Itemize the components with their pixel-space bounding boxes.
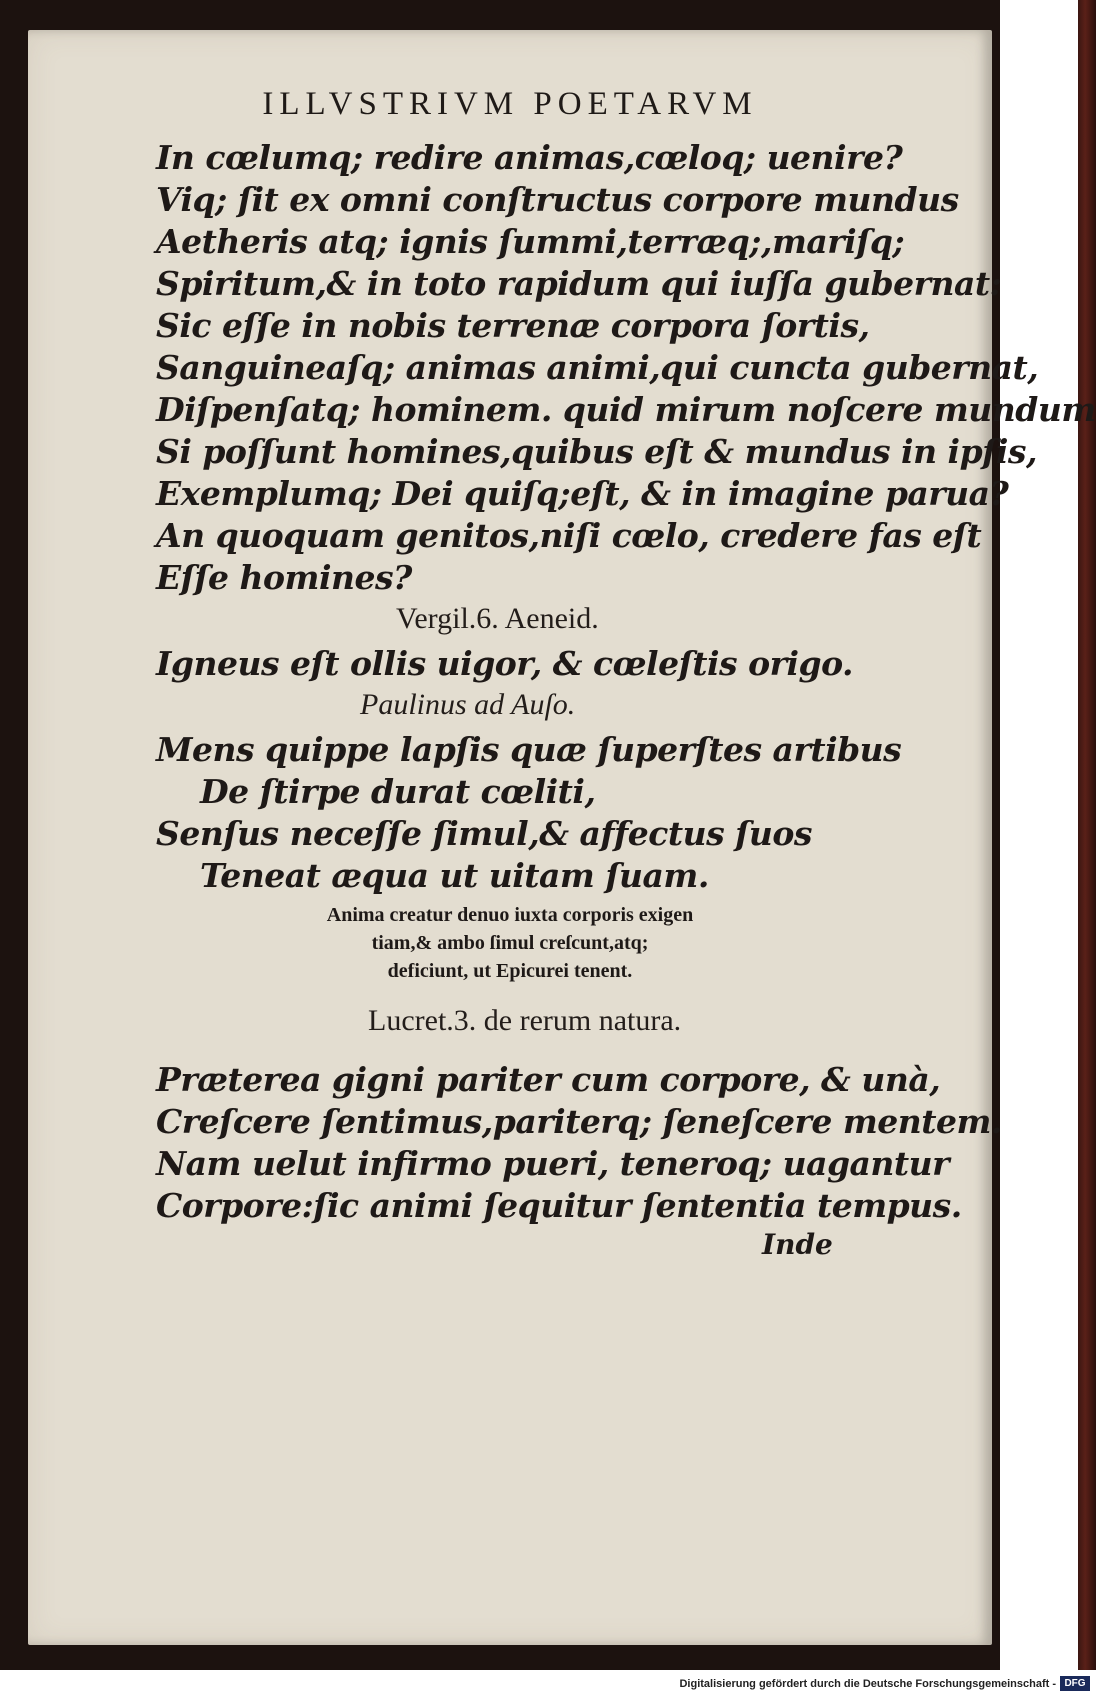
source-heading-lucretius: Lucret.3. de rerum natura.	[368, 1004, 682, 1037]
verse-line: Diſpenſatq; hominem. quid mirum noſcere mundum	[156, 390, 1096, 429]
dfg-logo: DFG	[1060, 1676, 1090, 1691]
marginal-note: Anima creatur denuo iuxta corporis exigen	[326, 904, 694, 926]
verse-line: Aetheris atq; ignis ſummi,terræq;,mariſq;	[156, 222, 905, 261]
verse-line: In cœlumq; redire animas,cœloq; uenire?	[156, 138, 903, 177]
catchword: Inde	[762, 1228, 833, 1261]
book-page	[28, 30, 1096, 1645]
digitization-credit: Digitalisierung gefördert durch die Deutsche Forschungsgemeinschaft -	[679, 1678, 1056, 1690]
verse-line: Spiritum,& in toto rapidum qui iuſſa gubernat:	[156, 264, 1002, 303]
verse-line: Creſcere ſentimus,pariterq; ſeneſcere mentem.	[156, 1102, 1002, 1141]
running-head: ILLVSTRIVM POETARVM	[262, 86, 758, 122]
verse-line: Teneat æqua ut uitam ſuam.	[200, 856, 709, 895]
verse-line: Corpore:ſic animi ſequitur ſententia tempus.	[156, 1186, 962, 1225]
book-binding-edge	[1078, 0, 1096, 1670]
verse-line: Sic eſſe in nobis terrenæ corpora ſortis,	[156, 306, 870, 345]
verse-line: Senſus neceſſe ſimul,& affectus ſuos	[156, 814, 812, 853]
verse-line: Sanguineaſq; animas animi,qui cuncta gubernat,	[156, 348, 1039, 387]
verse-line: Viq; ſit ex omni conſtructus corpore mundus	[156, 180, 959, 219]
marginal-note: tiam,& ambo ſimul creſcunt,atq;	[371, 932, 649, 954]
verse-line: Nam uelut infirmo pueri, teneroq; uagantur	[156, 1144, 950, 1183]
verse-line: Igneus eſt ollis uigor, & cœleſtis origo.	[156, 644, 854, 683]
verse-line: Præterea gigni pariter cum corpore, & unà,	[156, 1060, 941, 1099]
verse-line: Eſſe homines?	[156, 558, 412, 597]
verse-line: Mens quippe lapſis quæ ſuperſtes artibus	[156, 730, 902, 769]
marginal-note: deficiunt, ut Epicurei tenent.	[387, 960, 633, 982]
verse-line: Exemplumq; Dei quiſq;eſt, & in imagine parua?	[156, 474, 1009, 513]
source-heading-paulinus: Paulinus ad Auſo.	[360, 688, 576, 721]
verse-line: Si poſſunt homines,quibus eſt & mundus in ipſis,	[156, 432, 1037, 471]
verse-line: An quoquam genitos,niſi cœlo, credere fas eſt	[156, 516, 982, 555]
verse-line: De ſtirpe durat cœliti,	[200, 772, 596, 811]
source-heading-vergil: Vergil.6. Aeneid.	[396, 602, 599, 635]
